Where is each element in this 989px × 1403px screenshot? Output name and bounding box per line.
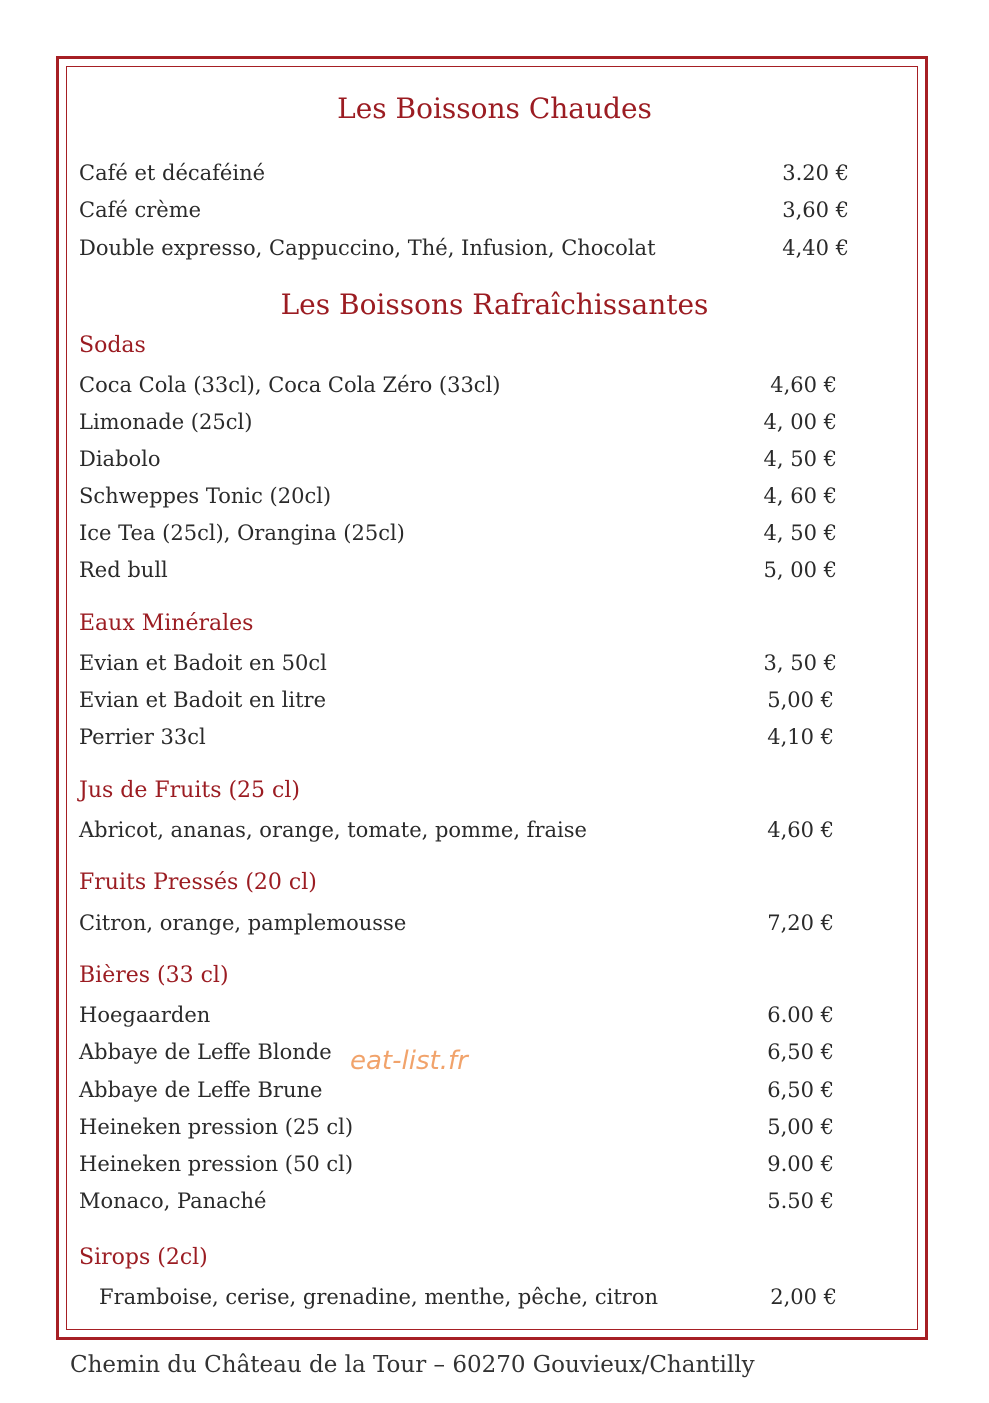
menu-item [79,158,849,188]
item-name: Café et décaféiné [79,161,266,185]
item-price: 6.00 € [767,1003,834,1027]
item-name: Abricot, ananas, orange, tomate, pomme, fraise [79,818,587,842]
item-name: Evian et Badoit en 50cl [79,651,327,675]
item-price: 4, 60 € [763,484,837,508]
item-price: 2,00 € [770,1285,837,1309]
item-name: Ice Tea (25cl), Orangina (25cl) [79,521,405,545]
item-price: 4,40 € [782,236,849,260]
menu-item [79,481,849,511]
section-title-mineral-waters: Eaux Minérales [79,611,254,636]
item-price: 4, 50 € [763,447,837,471]
item-name: Citron, orange, pamplemousse [79,911,407,935]
menu-item [79,1186,849,1216]
menu-item [79,908,849,938]
item-name: Heineken pression (50 cl) [79,1152,354,1176]
item-name: Limonade (25cl) [79,410,253,434]
menu-item [79,555,849,585]
menu-item [79,685,849,715]
item-price: 6,50 € [767,1040,834,1064]
item-name: Coca Cola (33cl), Coca Cola Zéro (33cl) [79,373,501,397]
hot-drinks-title: Les Boissons Chaudes [337,92,652,125]
item-name: Schweppes Tonic (20cl) [79,484,332,508]
item-name: Hoegaarden [79,1003,211,1027]
item-price: 3,60 € [782,198,849,222]
item-name: Evian et Badoit en litre [79,688,327,712]
section-title-pressed-fruits: Fruits Pressés (20 cl) [79,870,317,895]
section-title-beers: Bières (33 cl) [79,963,229,988]
item-name: Café crème [79,198,202,222]
section-title-juices: Jus de Fruits (25 cl) [79,778,300,803]
item-name: Perrier 33cl [79,725,206,749]
menu-item [79,370,849,400]
menu-item [79,1149,849,1179]
item-name: Heineken pression (25 cl) [79,1115,354,1139]
item-name: Abbaye de Leffe Blonde [79,1040,332,1064]
item-price: 3, 50 € [763,651,837,675]
menu-item [79,444,849,474]
item-price: 4,60 € [770,373,837,397]
item-price: 4, 50 € [763,521,837,545]
address-footer: Chemin du Château de la Tour – 60270 Gouvieux/Chantilly [70,1352,755,1378]
item-name: Diabolo [79,447,161,471]
menu-item [79,407,849,437]
menu-item [79,815,849,845]
item-price: 5, 00 € [763,558,837,582]
item-price: 6,50 € [767,1078,834,1102]
item-price: 4,10 € [767,725,834,749]
section-title-sodas: Sodas [79,333,146,358]
menu-item [79,1282,849,1312]
item-price: 4,60 € [767,818,834,842]
item-price: 3.20 € [782,161,849,185]
item-price: 5,00 € [767,1115,834,1139]
menu-item [79,1000,849,1030]
menu-item [79,1075,849,1105]
cold-drinks-title: Les Boissons Rafraîchissantes [280,288,709,321]
menu-item [79,648,849,678]
item-name: Red bull [79,558,168,582]
item-price: 4, 00 € [763,410,837,434]
item-price: 5.50 € [767,1189,834,1213]
item-name: Double expresso, Cappuccino, Thé, Infusion, Chocolat [79,236,656,260]
item-name: Framboise, cerise, grenadine, menthe, pêche, citron [99,1285,658,1309]
item-price: 9.00 € [767,1152,834,1176]
menu-item [79,518,849,548]
section-title-syrups: Sirops (2cl) [79,1245,208,1270]
item-price: 5,00 € [767,688,834,712]
watermark: eat-list.fr [350,1046,468,1076]
menu-item [79,195,849,225]
item-name: Monaco, Panaché [79,1189,267,1213]
item-price: 7,20 € [767,911,834,935]
menu-item [79,722,849,752]
menu-item [79,1112,849,1142]
item-name: Abbaye de Leffe Brune [79,1078,323,1102]
menu-item [79,233,849,263]
